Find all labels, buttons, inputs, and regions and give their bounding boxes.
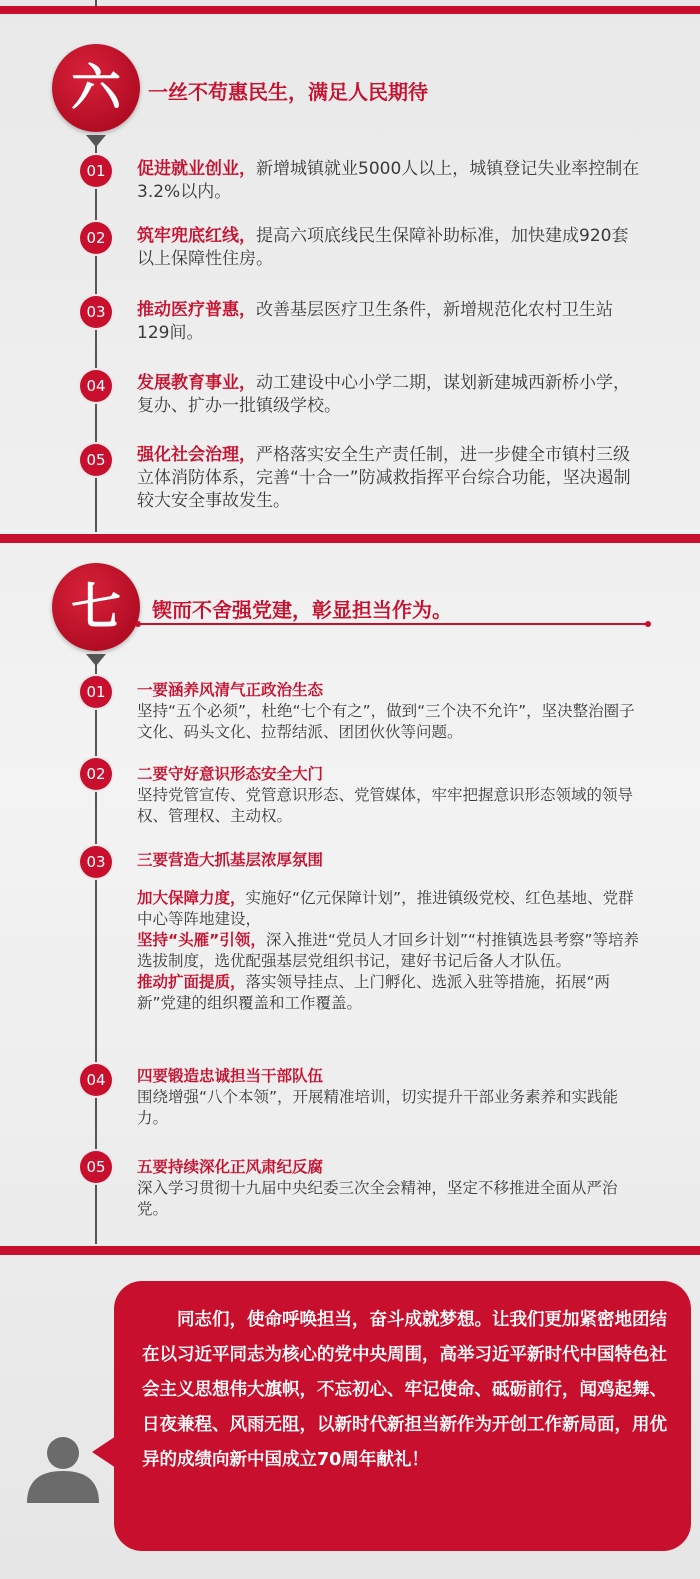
item-lead: 强化社会治理， <box>137 445 256 465</box>
section6-item4 <box>137 372 642 418</box>
section6-item2-number: 02 <box>80 222 112 254</box>
section6-item1 <box>137 158 642 204</box>
item-lead: 发展教育事业， <box>137 373 256 393</box>
section6-title: 一丝不苟惠民生，满足人民期待 <box>148 80 428 104</box>
person-silhouette-icon <box>22 1433 104 1503</box>
section6-item5-number: 05 <box>80 444 112 476</box>
item-heading: 五要持续深化正风肃纪反腐 <box>137 1158 324 1176</box>
section6-item2 <box>137 225 642 271</box>
section7-item5-number: 05 <box>80 1151 112 1183</box>
section7-item4 <box>137 1066 647 1129</box>
section6-item4-number: 04 <box>80 370 112 402</box>
section7-item4-number: 04 <box>80 1064 112 1096</box>
closing-speech-bubble <box>114 1281 691 1551</box>
item-text: 提高六项底线民生保障补助标准，加快建成920套以上保障性住房。 <box>137 226 629 269</box>
item-heading: 一要涵养风清气正政治生态 <box>137 681 324 699</box>
item-paragraph-2 <box>137 930 647 972</box>
item-lead: 坚持“头雁”引领， <box>137 931 266 949</box>
item-paragraph-3 <box>137 972 647 1014</box>
item-lead: 推动医疗普惠， <box>137 300 256 320</box>
section7-item3-number: 03 <box>80 846 112 878</box>
top-divider <box>0 6 700 14</box>
section6-item3-number: 03 <box>80 296 112 328</box>
bottom-divider <box>0 1246 700 1255</box>
section7-item3 <box>137 850 647 1014</box>
section7-title: 锲而不舍强党建，彰显担当作为。 <box>152 598 452 622</box>
item-lead: 加大保障力度， <box>137 889 246 907</box>
closing-text: 同志们，使命呼唤担当，奋斗成就梦想。让我们更加紧密地团结在以习近平同志为核心的党中央周围，高举习近平新时代中国特色社会主义思想伟大旗帜，不忘初心、牢记使命、砥砺前行，闻鸡起舞、日夜兼程、风雨无阻，以新时代新担当新作为开创工作新局面，用优异的成绩向新中国成立70周年献礼！ <box>142 1310 667 1470</box>
item-lead: 推动扩面提质， <box>137 973 246 991</box>
middle-divider <box>0 534 700 543</box>
section7-item2-number: 02 <box>80 758 112 790</box>
item-text: 深入学习贯彻十九届中央纪委三次全会精神，坚定不移推进全面从严治党。 <box>137 1179 618 1218</box>
item-text: 动工建设中心小学二期，谋划新建城西新桥小学，复办、扩办一批镇级学校。 <box>137 373 630 416</box>
section7-title-rule <box>138 623 648 625</box>
section7-pointer-icon <box>86 654 106 666</box>
item-heading: 四要锻造忠诚担当干部队伍 <box>137 1067 324 1085</box>
item-text: 坚持“五个必须”，杜绝“七个有之”，做到“三个决不允许”，坚决整治圈子文化、码头文化、拉帮结派、团团伙伙等问题。 <box>137 702 635 741</box>
item-heading: 三要营造大抓基层浓厚氛围 <box>137 851 324 869</box>
item-text: 实施好“亿元保障计划”，推进镇级党校、红色基地、党群中心等阵地建设， <box>137 889 634 928</box>
item-lead: 促进就业创业， <box>137 159 256 179</box>
item-text: 严格落实安全生产责任制，进一步健全市镇村三级立体消防体系，完善“十合一”防减救指挥平台综合功能，坚决遏制较大安全事故发生。 <box>137 445 631 511</box>
section7-item2 <box>137 764 647 827</box>
item-lead: 筑牢兜底红线， <box>137 226 256 246</box>
section7-item1 <box>137 680 647 743</box>
item-text: 新增城镇就业5000人以上，城镇登记失业率控制在3.2%以内。 <box>137 159 640 202</box>
item-text: 落实领导挂点、上门孵化、选派入驻等措施，拓展“两新”党建的组织覆盖和工作覆盖。 <box>137 973 611 1012</box>
item-heading: 二要守好意识形态安全大门 <box>137 765 324 783</box>
item-text: 围绕增强“八个本领”，开展精准培训，切实提升干部业务素养和实践能力。 <box>137 1088 619 1127</box>
section6-item1-number: 01 <box>80 155 112 187</box>
item-text: 坚持党管宣传、党管意识形态、党管媒体，牢牢把握意识形态领域的领导权、管理权、主动权。 <box>137 786 634 825</box>
section7-item5 <box>137 1157 647 1220</box>
item-text: 改善基层医疗卫生条件，新增规范化农村卫生站129间。 <box>137 300 613 343</box>
item-paragraph-1 <box>137 888 647 930</box>
item-text: 深入推进“党员人才回乡计划”“村推镇选县考察”等培养选拔制度，选优配强基层党组织书记，建好书记后备人才队伍。 <box>137 931 639 970</box>
section7-badge: 七 <box>52 563 140 651</box>
section7-item1-number: 01 <box>80 676 112 708</box>
section6-item5 <box>137 444 642 513</box>
section6-item3 <box>137 299 642 345</box>
section6-badge: 六 <box>52 44 140 132</box>
section6-pointer-icon <box>86 135 106 147</box>
